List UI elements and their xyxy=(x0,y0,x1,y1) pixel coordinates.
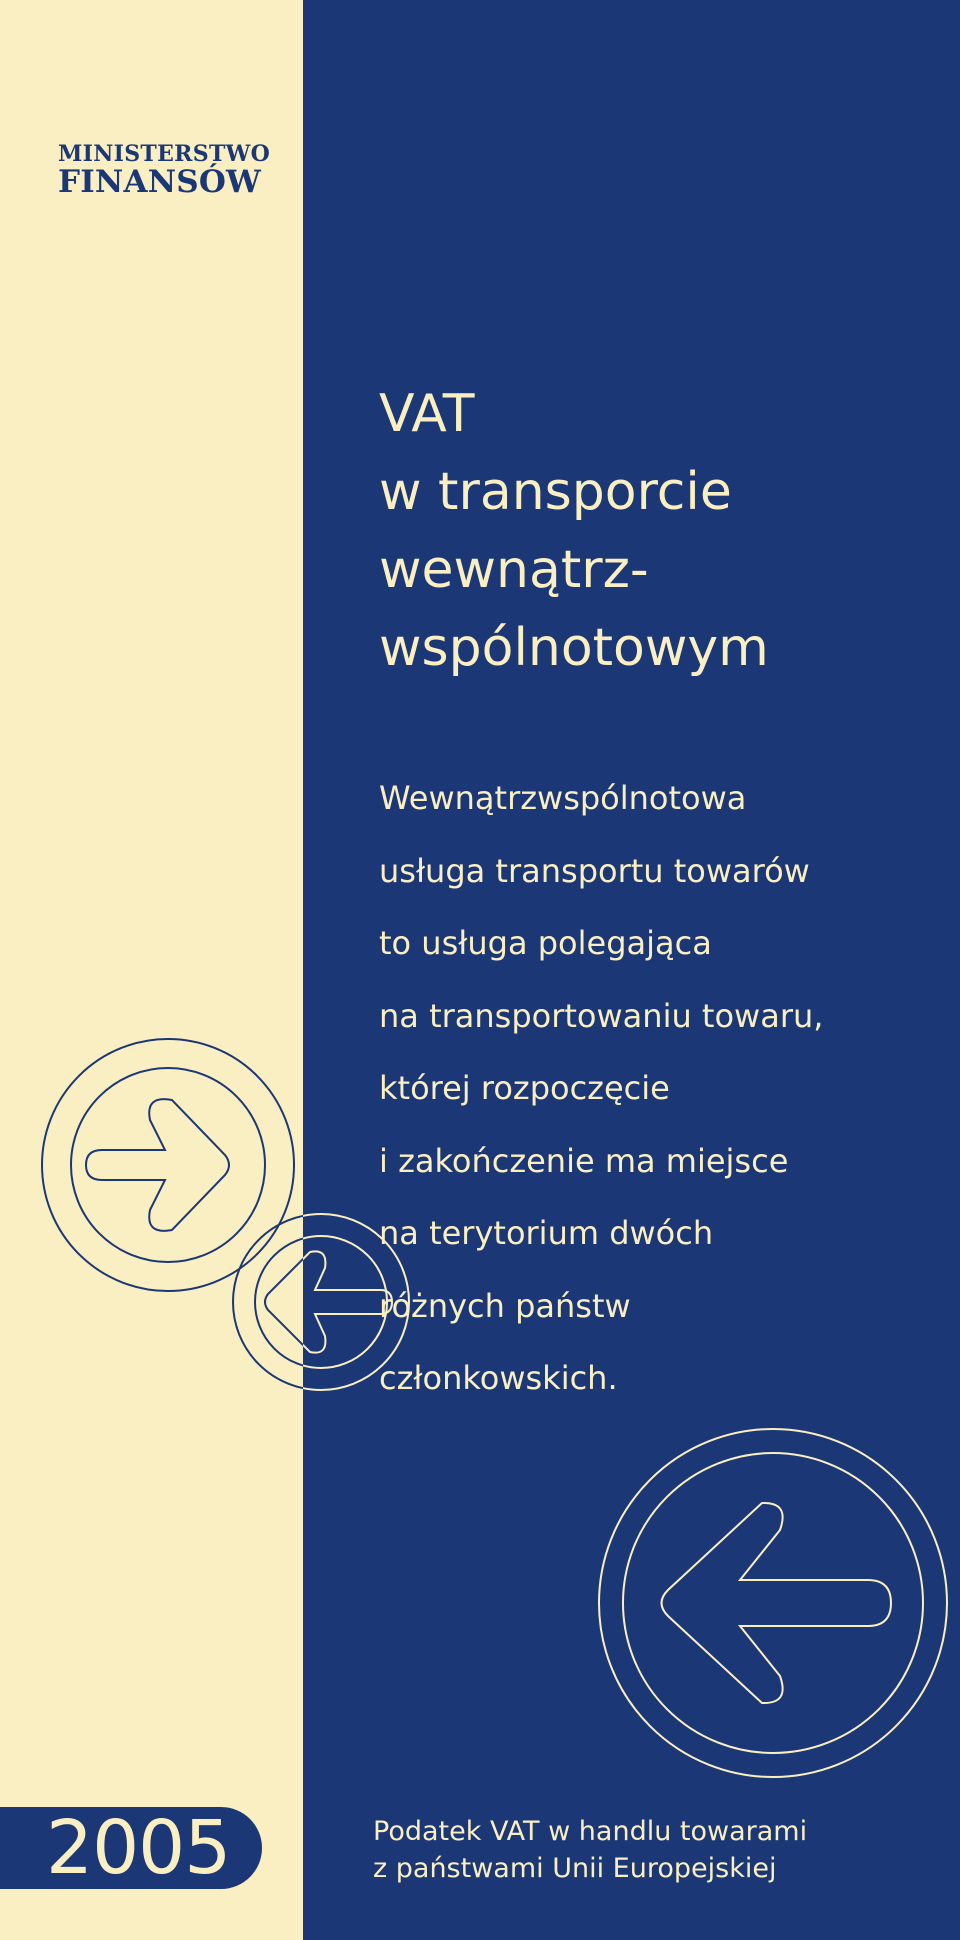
year-badge: 2005 xyxy=(0,1807,262,1889)
definition-line: różnych państw xyxy=(379,1286,631,1325)
brochure-title xyxy=(379,375,769,687)
definition-line: usługa transportu towarów xyxy=(379,851,810,890)
logo-line-ministry: MINISTERSTWO xyxy=(58,141,271,167)
definition-line: na terytorium dwóch xyxy=(379,1214,714,1252)
definition-line: członkowskich. xyxy=(379,1359,618,1397)
definition-line: i zakończenie ma miejsce xyxy=(379,1141,789,1180)
logo-line-finance: FINANSÓW xyxy=(58,164,262,200)
ministry-logo xyxy=(58,143,270,198)
definition-line: na transportowaniu towaru, xyxy=(379,996,824,1035)
title-line: wewnątrz- xyxy=(379,540,649,600)
definition-line: której rozpoczęcie xyxy=(379,1069,670,1107)
title-line: w transporcie xyxy=(379,462,732,522)
series-footer xyxy=(373,1813,807,1887)
definition-line: to usługa polegająca xyxy=(379,924,712,962)
footer-line: Podatek VAT w handlu towarami xyxy=(373,1816,808,1847)
title-line: VAT xyxy=(379,384,475,444)
definition-text xyxy=(379,762,823,1415)
definition-line: Wewnątrzwspólnotowa xyxy=(379,779,747,817)
title-line: wspólnotowym xyxy=(379,618,769,678)
footer-line: z państwami Unii Europejskiej xyxy=(373,1853,777,1884)
left-cream-panel xyxy=(0,0,303,1940)
